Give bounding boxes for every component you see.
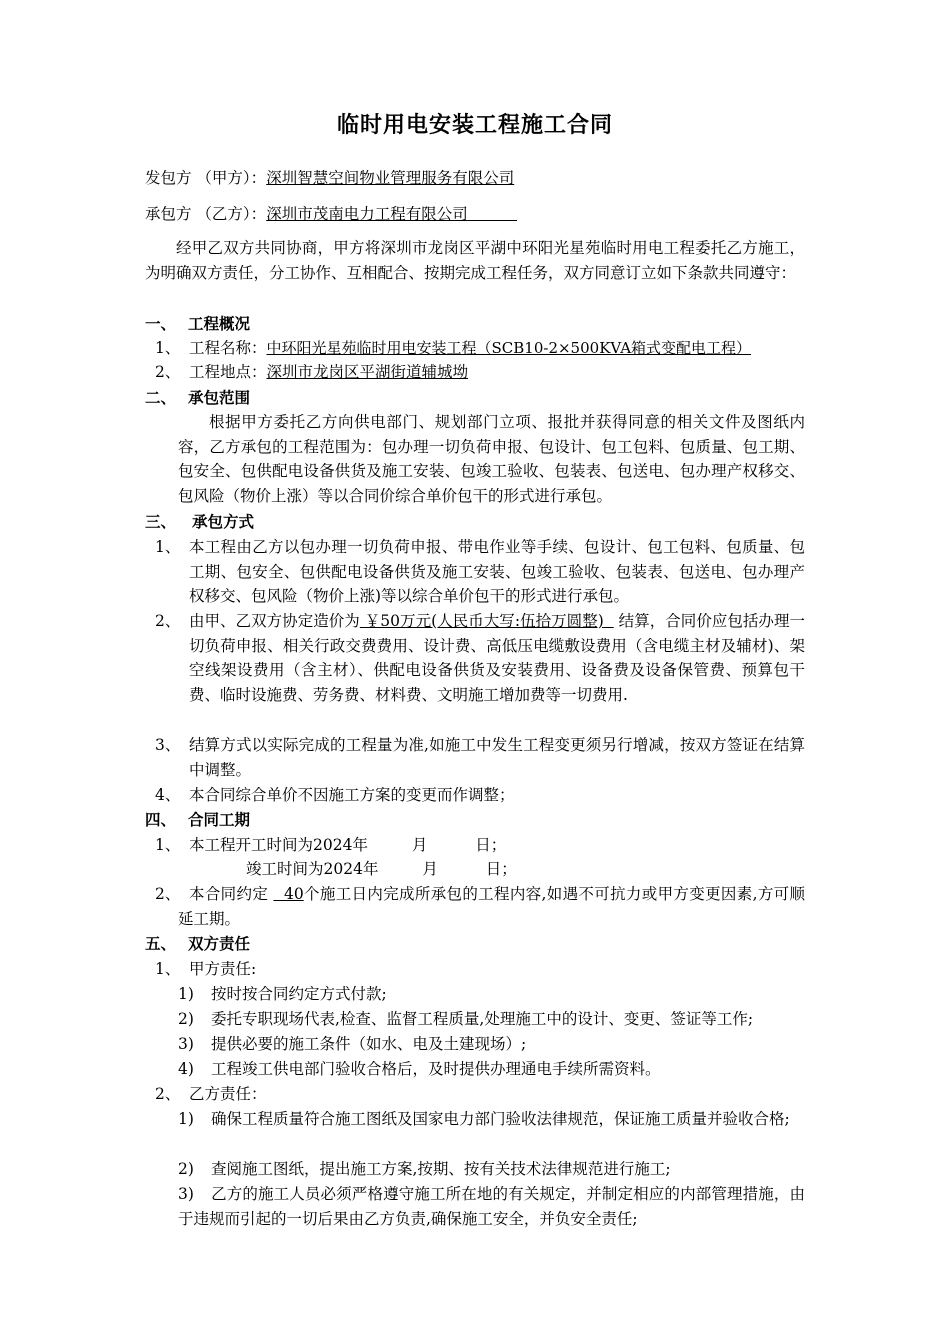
party-a-duty-2: 2) 委托专职现场代表,检查、监督工程质量,处理施工中的设计、变更、签证等工作; — [178, 1010, 754, 1028]
party-a-duty-4: 4) 工程竣工供电部门验收合格后，及时提供办理通电手续所需资料。 — [178, 1060, 661, 1078]
section-1-heading: 一、 工程概况 — [145, 314, 251, 333]
project-location-value: 深圳市龙岗区平湖街道辅城坳 — [266, 363, 469, 381]
s3-item-3-num: 3、 — [155, 736, 181, 754]
section-4-heading: 四、 合同工期 — [145, 810, 251, 829]
s4-item-2-text: 本合同约定 40个施工日内完成所承包的工程内容,如遇不可抗力或甲方变更因素,方可顺延工期。 — [178, 885, 806, 928]
intro-paragraph: 经甲乙双方共同协商，甲方将深圳市龙岗区平湖中环阳光星苑临时用电工程委托乙方施工，为明确双方责任，分工协作、互相配合、按期完成工程任务，双方同意订立如下条款共同遵守： — [145, 239, 805, 282]
s3-item-2-text: 由甲、乙双方协定造价为 ￥50万元(人民币大写:伍拾万圆整) 结算，合同价应包括办理一切负荷申报、相关行政交费费用、设计费、高低压电缆敷设费用（含电缆主材及辅材)、架空线架设费用（含主材）、供配电设备供货及安装费用、设备费及设备保管费、预算包干费、临时设施费、劳务费、材料费、文明施工增加费等一切费用. — [189, 612, 805, 704]
section-2-heading: 二、 承包范围 — [145, 388, 251, 407]
s3-item-2-num: 2、 — [155, 612, 181, 630]
s3-item-1-num: 1、 — [155, 538, 181, 556]
party-b-duty-1: 1) 确保工程质量符合施工图纸及国家电力部门验收法律规范，保证施工质量并验收合格; — [178, 1110, 790, 1128]
party-a-duty-1: 1) 按时按合同约定方式付款; — [178, 985, 387, 1003]
document-title: 临时用电安装工程施工合同 — [336, 113, 613, 138]
section-3-heading: 三、 承包方式 — [145, 512, 255, 531]
end-date-line: 竣工时间为2024年 月 日； — [246, 860, 517, 878]
party-b-name: 深圳市茂南电力工程有限公司 — [266, 205, 468, 223]
s4-item-2-num: 2、 — [155, 885, 181, 903]
party-b-duty-3: 3) 乙方的施工人员必须严格遵守施工所在地的有关规定，并制定相应的内部管理措施，由于违规而引起的一切后果由乙方负责,确保施工安全，并负安全责任; — [178, 1185, 805, 1228]
duration-days: 40 — [283, 885, 304, 903]
party-a-label: 发包方 （甲方）： — [145, 169, 267, 187]
section-5-heading: 五、 双方责任 — [145, 934, 251, 953]
start-date-line: 1、 本工程开工时间为2024年 月 日； — [155, 836, 507, 854]
s3-item-4-text: 本合同综合单价不因施工方案的变更而作调整； — [189, 786, 515, 804]
party-b-duty-2: 2) 查阅施工图纸，提出施工方案,按期、按有关技术法律规范进行施工; — [178, 1160, 671, 1178]
party-a-name: 深圳智慧空间物业管理服务有限公司 — [266, 169, 515, 187]
s3-item-3-text: 结算方式以实际完成的工程量为准,如施工中发生工程变更须另行增减，按双方签证在结算中调整。 — [189, 736, 805, 779]
party-b-label: 承包方 （乙方）： — [145, 205, 267, 223]
scope-paragraph: 根据甲方委托乙方向供电部门、规划部门立项、报批并获得同意的相关文件及图纸内容，乙方承包的工程范围为：包办理一切负荷申报、包设计、包工包料、包质量、包工期、包安全、包供配电设备供货及施工安装、包竣工验收、包装表、包送电、包办理产权移交、包风险（物价上涨）等以合同价综合单价包干的形式进行承包。 — [178, 413, 805, 505]
party-a-duty-3: 3) 提供必要的施工条件（如水、电及土建现场）; — [178, 1035, 527, 1053]
party-b-line — [145, 202, 517, 226]
project-name-value: 中环阳光星苑临时用电安装工程（SCB10-2×500KVA箱式变配电工程） — [266, 339, 752, 357]
party-a-duties-heading: 1、 甲方责任: — [155, 960, 257, 978]
party-b-duties-heading: 2、 乙方责任： — [155, 1085, 267, 1103]
project-name-line: 1、 工程名称：中环阳光星苑临时用电安装工程（SCB10-2×500KVA箱式变配电工程） — [155, 339, 752, 357]
contract-price: ￥50万元(人民币大写:伍拾万圆整) — [364, 612, 604, 630]
party-a-line — [145, 166, 514, 190]
s3-item-4-num: 4、 — [155, 786, 181, 804]
project-location-line: 2、 工程地点：深圳市龙岗区平湖街道辅城坳 — [155, 360, 777, 384]
s3-item-1-text: 本工程由乙方以包办理一切负荷申报、带电作业等手续、包设计、包工包料、包质量、包工期、包安全、包供配电设备供货及施工安装、包竣工验收、包装表、包送电、包办理产权移交、包风险（物价上涨)等以综合单价包干的形式进行承包。 — [189, 538, 805, 605]
